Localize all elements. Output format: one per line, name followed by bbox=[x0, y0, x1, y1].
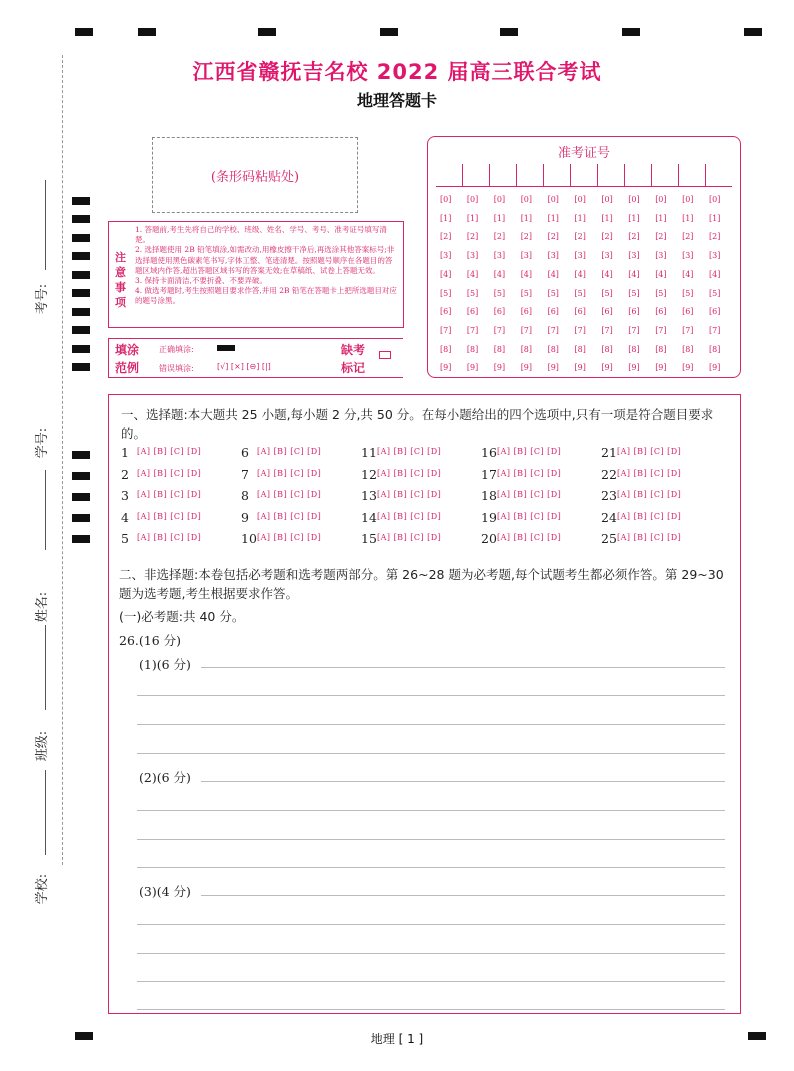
writing-line[interactable] bbox=[201, 781, 725, 782]
exam-digit-bubble[interactable]: [0] bbox=[628, 195, 640, 204]
mc-question-number: 8 bbox=[241, 488, 249, 503]
absent-label: 标记 bbox=[341, 361, 366, 375]
timing-mark bbox=[72, 234, 90, 242]
exam-digit-bubble[interactable]: [0] bbox=[601, 195, 613, 204]
mc-question-number: 1 bbox=[121, 445, 129, 460]
exam-digit-bubble[interactable]: [6] bbox=[466, 307, 479, 317]
mc-options[interactable]: [A] [B] [C] [D] bbox=[257, 468, 322, 478]
mc-options[interactable]: [A] [B] [C] [D] bbox=[617, 511, 682, 521]
exam-digit-bubble[interactable]: [7] bbox=[709, 325, 721, 335]
mc-options[interactable]: [A] [B] [C] [D] bbox=[257, 533, 322, 542]
writing-line[interactable] bbox=[137, 981, 725, 982]
exam-digit-bubble[interactable]: [1] bbox=[440, 213, 452, 223]
exam-digit-bubble[interactable]: [9] bbox=[682, 363, 694, 373]
exam-digit-bubble[interactable]: [5] bbox=[709, 288, 721, 298]
exam-digit-bubble[interactable]: [6] bbox=[655, 307, 667, 317]
mc-options[interactable]: [A] [B] [C] [D] bbox=[377, 468, 442, 478]
exam-digit-bubble[interactable]: [1] bbox=[682, 213, 694, 223]
exam-digit-bubble[interactable]: [1] bbox=[709, 213, 721, 223]
exam-digit-bubble[interactable]: [4] bbox=[709, 269, 721, 279]
mc-question-number: 23 bbox=[601, 488, 617, 503]
timing-mark bbox=[622, 28, 640, 36]
timing-mark bbox=[380, 28, 398, 36]
page-title: 江西省赣抚吉名校 2022 届高三联合考试 bbox=[192, 60, 602, 84]
exam-digit-bubble[interactable]: [4] bbox=[520, 269, 533, 279]
exam-digit-bubble[interactable]: [7] bbox=[682, 325, 694, 335]
q26-part1-label: (1)(6 分) bbox=[139, 657, 191, 672]
exam-digit-bubble[interactable]: [5] bbox=[547, 288, 559, 298]
exam-digit-bubble[interactable]: [5] bbox=[601, 288, 613, 298]
writing-line[interactable] bbox=[137, 695, 725, 696]
mc-question-number: 24 bbox=[601, 509, 617, 525]
exam-digit-bubble[interactable]: [6] bbox=[493, 307, 506, 317]
timing-mark bbox=[258, 28, 276, 36]
mc-options[interactable]: [A] [B] [C] [D] bbox=[137, 533, 202, 542]
exam-digit-bubble[interactable]: [0] bbox=[574, 195, 586, 204]
exam-digit-bubble[interactable]: [9] bbox=[520, 363, 533, 373]
timing-mark bbox=[72, 514, 90, 522]
exam-digit-bubble[interactable]: [5] bbox=[440, 288, 452, 298]
barcode-label: (条形码粘贴处) bbox=[210, 170, 300, 185]
binding-dashed-line bbox=[62, 55, 63, 865]
exam-number-box bbox=[427, 136, 741, 378]
mc-options[interactable]: [A] [B] [C] [D] bbox=[617, 447, 682, 456]
exam-digit-bubble[interactable]: [6] bbox=[628, 307, 640, 317]
timing-mark bbox=[72, 289, 90, 297]
writing-line[interactable] bbox=[137, 1009, 725, 1010]
exam-digit-bubble[interactable]: [8] bbox=[574, 344, 586, 354]
exam-digit-bubble[interactable]: [7] bbox=[547, 325, 559, 335]
timing-mark bbox=[72, 535, 90, 543]
mc-question-number: 22 bbox=[601, 466, 617, 482]
mc-question-number: 19 bbox=[481, 509, 497, 525]
mc-options[interactable]: [A] [B] [C] [D] bbox=[377, 447, 442, 456]
timing-mark bbox=[72, 451, 90, 459]
exam-digit-bubble[interactable]: [3] bbox=[628, 251, 640, 261]
correct-fill-mark bbox=[217, 345, 235, 351]
exam-digit-bubble[interactable]: [6] bbox=[520, 307, 533, 317]
exam-digit-bubble[interactable]: [1] bbox=[628, 213, 640, 223]
exam-digit-bubble[interactable]: [5] bbox=[466, 288, 479, 298]
exam-digit-bubble[interactable]: [5] bbox=[520, 288, 533, 298]
absent-label: 缺考 bbox=[341, 343, 366, 357]
exam-digit-bubble[interactable]: [8] bbox=[601, 344, 613, 354]
exam-digit-bubble[interactable]: [3] bbox=[520, 251, 533, 261]
timing-mark bbox=[75, 28, 93, 36]
exam-digit-bubble[interactable]: [6] bbox=[440, 307, 452, 317]
mc-options[interactable]: [A] [B] [C] [D] bbox=[497, 447, 562, 456]
exam-digit-bubble[interactable]: [4] bbox=[682, 269, 694, 279]
exam-digit-bubble[interactable]: [2] bbox=[601, 232, 613, 242]
mc-question-number: 3 bbox=[121, 488, 129, 503]
exam-digit-bubble[interactable]: [0] bbox=[547, 195, 559, 204]
exam-digit-bubble[interactable]: [5] bbox=[574, 288, 586, 298]
notes-label: 注意事项 bbox=[115, 251, 126, 309]
side-line bbox=[45, 770, 46, 855]
mc-question-number: 17 bbox=[481, 466, 497, 482]
exam-digit-bubble[interactable]: [0] bbox=[682, 195, 694, 204]
mc-question-number: 6 bbox=[241, 445, 249, 460]
writing-line[interactable] bbox=[137, 867, 725, 868]
exam-digit-bubble[interactable]: [6] bbox=[547, 307, 559, 317]
exam-digit-bubble[interactable]: [1] bbox=[601, 213, 613, 223]
side-label-class: 班级: bbox=[35, 730, 50, 762]
required-heading: (一)必考题:共 40 分。 bbox=[119, 609, 245, 624]
writing-line[interactable] bbox=[137, 724, 725, 725]
note-item: 3. 保持卡面清洁,不要折叠、不要弄破。 bbox=[135, 276, 267, 286]
exam-digit-bubble[interactable]: [1] bbox=[466, 213, 479, 223]
answer-area bbox=[108, 394, 741, 1014]
exam-digit-bubble[interactable]: [7] bbox=[628, 325, 640, 335]
page-footer: 地理 [ 1 ] bbox=[370, 1032, 424, 1046]
exam-digit-bubble[interactable]: [4] bbox=[628, 269, 640, 279]
exam-digit-bubble[interactable]: [2] bbox=[493, 232, 506, 242]
mc-options[interactable]: [A] [B] [C] [D] bbox=[377, 490, 442, 499]
exam-digit-bubble[interactable]: [2] bbox=[682, 232, 694, 242]
exam-digit-bubble[interactable]: [9] bbox=[466, 363, 479, 373]
mc-options[interactable]: [A] [B] [C] [D] bbox=[137, 490, 202, 499]
exam-digit-bubble[interactable]: [4] bbox=[601, 269, 613, 279]
exam-digit-bubble[interactable]: [0] bbox=[493, 195, 506, 204]
exam-digit-bubble[interactable]: [3] bbox=[709, 251, 721, 261]
timing-mark bbox=[500, 28, 518, 36]
mc-question-number: 20 bbox=[481, 531, 497, 546]
exam-digit-bubble[interactable]: [8] bbox=[709, 344, 721, 354]
exam-digit-bubble[interactable]: [0] bbox=[709, 195, 721, 204]
exam-digit-bubble[interactable]: [3] bbox=[655, 251, 667, 261]
q26-part2-label: (2)(6 分) bbox=[139, 770, 191, 785]
timing-mark bbox=[72, 197, 90, 205]
exam-digit-bubble[interactable]: [6] bbox=[709, 307, 721, 317]
exam-digit-bubble[interactable]: [9] bbox=[547, 363, 559, 373]
mc-question-number: 11 bbox=[361, 445, 377, 460]
exam-digit-bubble[interactable]: [3] bbox=[547, 251, 559, 261]
exam-digit-bubble[interactable]: [9] bbox=[655, 363, 667, 373]
note-item: 2. 选择题使用 2B 铅笔填涂,如需改动,用橡皮擦干净后,再选涂其他答案标号;非选择题使用黑色碳素笔书写,字体工整、笔迹清楚。按照题号顺序在各题目的答题区域内作答,超出答题区域书写的答案无效;在草稿纸、试卷上答题无效。 bbox=[135, 245, 395, 275]
mc-question-number: 2 bbox=[121, 466, 129, 482]
timing-mark bbox=[72, 326, 90, 334]
exam-digit-bubble[interactable]: [2] bbox=[440, 232, 452, 242]
exam-digit-bubble[interactable]: [8] bbox=[547, 344, 559, 354]
exam-digit-bubble[interactable]: [8] bbox=[466, 344, 479, 354]
writing-line[interactable] bbox=[137, 753, 725, 754]
exam-digit-bubble[interactable]: [7] bbox=[574, 325, 586, 335]
exam-digit-bubble[interactable]: [3] bbox=[493, 251, 506, 261]
barcode-area bbox=[152, 137, 358, 213]
fill-example-label: 填涂 bbox=[115, 343, 140, 357]
timing-mark bbox=[72, 493, 90, 501]
exam-digit-bubble[interactable]: [8] bbox=[682, 344, 694, 354]
exam-digit-bubble[interactable]: [3] bbox=[466, 251, 479, 261]
exam-digit-bubble[interactable]: [2] bbox=[628, 232, 640, 242]
mc-options[interactable]: [A] [B] [C] [D] bbox=[137, 447, 202, 456]
writing-line[interactable] bbox=[201, 667, 725, 668]
mc-options[interactable]: [A] [B] [C] [D] bbox=[617, 533, 682, 542]
mc-question-number: 4 bbox=[121, 509, 129, 525]
exam-digit-bubble[interactable]: [0] bbox=[520, 195, 533, 204]
exam-digit-bubble[interactable]: [9] bbox=[493, 363, 506, 373]
exam-digit-bubble[interactable]: [3] bbox=[601, 251, 613, 261]
mc-question-number: 9 bbox=[241, 509, 249, 525]
wrong-fill-label: 错误填涂: bbox=[159, 364, 194, 373]
exam-digit-bubble[interactable]: [4] bbox=[493, 269, 506, 279]
exam-digit-bubble[interactable]: [2] bbox=[709, 232, 721, 242]
mc-options[interactable]: [A] [B] [C] [D] bbox=[137, 468, 202, 478]
mc-options[interactable]: [A] [B] [C] [D] bbox=[257, 447, 322, 456]
writing-line[interactable] bbox=[137, 953, 725, 954]
exam-digit-bubble[interactable]: [1] bbox=[574, 213, 586, 223]
mc-question-number: 25 bbox=[601, 531, 617, 546]
q26-label: 26.(16 分) bbox=[119, 633, 182, 648]
timing-mark bbox=[72, 252, 90, 260]
note-item: 4. 做选考题时,考生按照题目要求作答,并用 2B 铅笔在答题卡上把所选题目对应的题号涂黑。 bbox=[135, 286, 397, 306]
mc-question-number: 7 bbox=[241, 466, 249, 482]
side-line bbox=[45, 470, 46, 550]
exam-digit-bubble[interactable]: [4] bbox=[655, 269, 667, 279]
correct-fill-label: 正确填涂: bbox=[159, 345, 194, 354]
mc-options[interactable]: [A] [B] [C] [D] bbox=[137, 511, 202, 521]
absent-checkbox[interactable] bbox=[379, 351, 391, 359]
exam-digit-bubble[interactable]: [8] bbox=[655, 344, 667, 354]
side-label-school: 学校: bbox=[35, 873, 50, 905]
exam-digit-bubble[interactable]: [1] bbox=[520, 213, 533, 223]
exam-digit-bubble[interactable]: [2] bbox=[574, 232, 586, 242]
timing-mark bbox=[72, 345, 90, 353]
exam-digit-bubble[interactable]: [5] bbox=[682, 288, 694, 298]
mc-question-number: 21 bbox=[601, 445, 617, 460]
exam-digit-bubble[interactable]: [8] bbox=[440, 344, 452, 354]
mc-question-number: 10 bbox=[241, 531, 257, 546]
mc-question-number: 14 bbox=[361, 509, 377, 525]
timing-mark bbox=[72, 308, 90, 316]
q26-part3-label: (3)(4 分) bbox=[139, 884, 191, 899]
exam-digit-bubble[interactable]: [9] bbox=[440, 363, 452, 373]
side-label-exam-no: 考号: bbox=[35, 283, 50, 315]
exam-digit-bubble[interactable]: [2] bbox=[547, 232, 559, 242]
exam-digit-bubble[interactable]: [9] bbox=[601, 363, 613, 373]
section1-heading: 一、选择题:本大题共 25 小题,每小题 2 分,共 50 分。在每小题给出的四个选项中,只有一项是符合题目要求的。 bbox=[121, 407, 714, 441]
exam-digit-bubble[interactable]: [7] bbox=[520, 325, 533, 335]
fill-example-label: 范例 bbox=[115, 361, 140, 375]
exam-digit-bubble[interactable]: [3] bbox=[682, 251, 694, 261]
exam-digit-bubble[interactable]: [7] bbox=[601, 325, 613, 335]
mc-question-number: 5 bbox=[121, 531, 129, 546]
exam-digit-bubble[interactable]: [7] bbox=[493, 325, 506, 335]
wrong-fill-marks: [√] [×] [⊖] [|] bbox=[217, 362, 271, 371]
exam-digit-bubble[interactable]: [3] bbox=[574, 251, 586, 261]
exam-number-title: 准考证号 bbox=[557, 146, 610, 161]
exam-digit-bubble[interactable]: [5] bbox=[628, 288, 640, 298]
timing-mark bbox=[72, 215, 90, 223]
exam-number-write-cells[interactable] bbox=[436, 164, 732, 187]
mc-options[interactable]: [A] [B] [C] [D] bbox=[497, 533, 562, 542]
exam-digit-bubble[interactable]: [5] bbox=[655, 288, 667, 298]
exam-digit-bubble[interactable]: [9] bbox=[628, 363, 640, 373]
notes-box bbox=[108, 221, 404, 328]
exam-digit-bubble[interactable]: [5] bbox=[493, 288, 506, 298]
timing-mark bbox=[138, 28, 156, 36]
mc-question-number: 15 bbox=[361, 531, 377, 546]
exam-digit-bubble[interactable]: [4] bbox=[574, 269, 586, 279]
mc-options[interactable]: [A] [B] [C] [D] bbox=[497, 468, 562, 478]
exam-digit-bubble[interactable]: [4] bbox=[466, 269, 479, 279]
exam-digit-bubble[interactable]: [1] bbox=[655, 213, 667, 223]
mc-options[interactable]: [A] [B] [C] [D] bbox=[377, 511, 442, 521]
exam-digit-bubble[interactable]: [9] bbox=[709, 363, 721, 373]
mc-question-number: 12 bbox=[361, 466, 377, 482]
side-label-name: 姓名: bbox=[35, 591, 50, 623]
exam-digit-bubble[interactable]: [4] bbox=[440, 269, 452, 279]
exam-digit-bubble[interactable]: [9] bbox=[574, 363, 586, 373]
mc-question-number: 18 bbox=[481, 488, 497, 503]
exam-digit-bubble[interactable]: [1] bbox=[547, 213, 559, 223]
exam-digit-bubble[interactable]: [8] bbox=[493, 344, 506, 354]
exam-digit-bubble[interactable]: [1] bbox=[493, 213, 506, 223]
note-item: 1. 答题前,考生先将自己的学校、班级、姓名、学号、考号、准考证号填写清楚。 bbox=[135, 225, 387, 245]
exam-digit-bubble[interactable]: [7] bbox=[466, 325, 479, 335]
writing-line[interactable] bbox=[137, 810, 725, 811]
exam-digit-bubble[interactable]: [3] bbox=[440, 251, 452, 261]
side-label-student-no: 学号: bbox=[35, 427, 50, 459]
timing-mark bbox=[72, 271, 90, 279]
fill-example-box bbox=[108, 338, 403, 378]
exam-digit-bubble[interactable]: [8] bbox=[628, 344, 640, 354]
exam-digit-bubble[interactable]: [0] bbox=[440, 195, 452, 204]
mc-options[interactable]: [A] [B] [C] [D] bbox=[257, 511, 322, 521]
timing-mark bbox=[744, 28, 762, 36]
exam-digit-bubble[interactable]: [6] bbox=[574, 307, 586, 317]
writing-line[interactable] bbox=[137, 924, 725, 925]
exam-digit-bubble[interactable]: [7] bbox=[655, 325, 667, 335]
page-subtitle: 地理答题卡 bbox=[356, 91, 437, 110]
writing-line[interactable] bbox=[201, 895, 725, 896]
writing-line[interactable] bbox=[137, 839, 725, 840]
exam-digit-bubble[interactable]: [6] bbox=[682, 307, 694, 317]
exam-digit-bubble[interactable]: [2] bbox=[520, 232, 533, 242]
mc-options[interactable]: [A] [B] [C] [D] bbox=[257, 490, 322, 499]
mc-question-number: 16 bbox=[481, 445, 497, 460]
mc-options[interactable]: [A] [B] [C] [D] bbox=[617, 468, 682, 478]
side-line bbox=[45, 625, 46, 710]
timing-mark bbox=[72, 472, 90, 480]
exam-digit-bubble[interactable]: [7] bbox=[440, 325, 452, 335]
side-line bbox=[45, 180, 46, 270]
mc-question-number: 13 bbox=[361, 488, 377, 503]
exam-digit-bubble[interactable]: [2] bbox=[655, 232, 667, 242]
mc-options[interactable]: [A] [B] [C] [D] bbox=[617, 490, 682, 499]
mc-options[interactable]: [A] [B] [C] [D] bbox=[497, 490, 562, 499]
section2-heading: 二、非选择题:本卷包括必考题和选考题两部分。第 26~28 题为必考题,每个试题考生都必须作答。第 29~30 题为选考题,考生根据要求作答。 bbox=[119, 567, 724, 601]
exam-digit-bubble[interactable]: [2] bbox=[466, 232, 479, 242]
exam-digit-bubble[interactable]: [6] bbox=[601, 307, 613, 317]
notes-list bbox=[135, 225, 399, 307]
timing-mark bbox=[72, 363, 90, 371]
exam-digit-bubble[interactable]: [8] bbox=[520, 344, 533, 354]
exam-digit-bubble[interactable]: [0] bbox=[655, 195, 667, 204]
exam-digit-bubble[interactable]: [4] bbox=[547, 269, 559, 279]
mc-options[interactable]: [A] [B] [C] [D] bbox=[377, 533, 442, 542]
exam-digit-bubble[interactable]: [0] bbox=[466, 195, 479, 204]
mc-options[interactable]: [A] [B] [C] [D] bbox=[497, 511, 562, 521]
